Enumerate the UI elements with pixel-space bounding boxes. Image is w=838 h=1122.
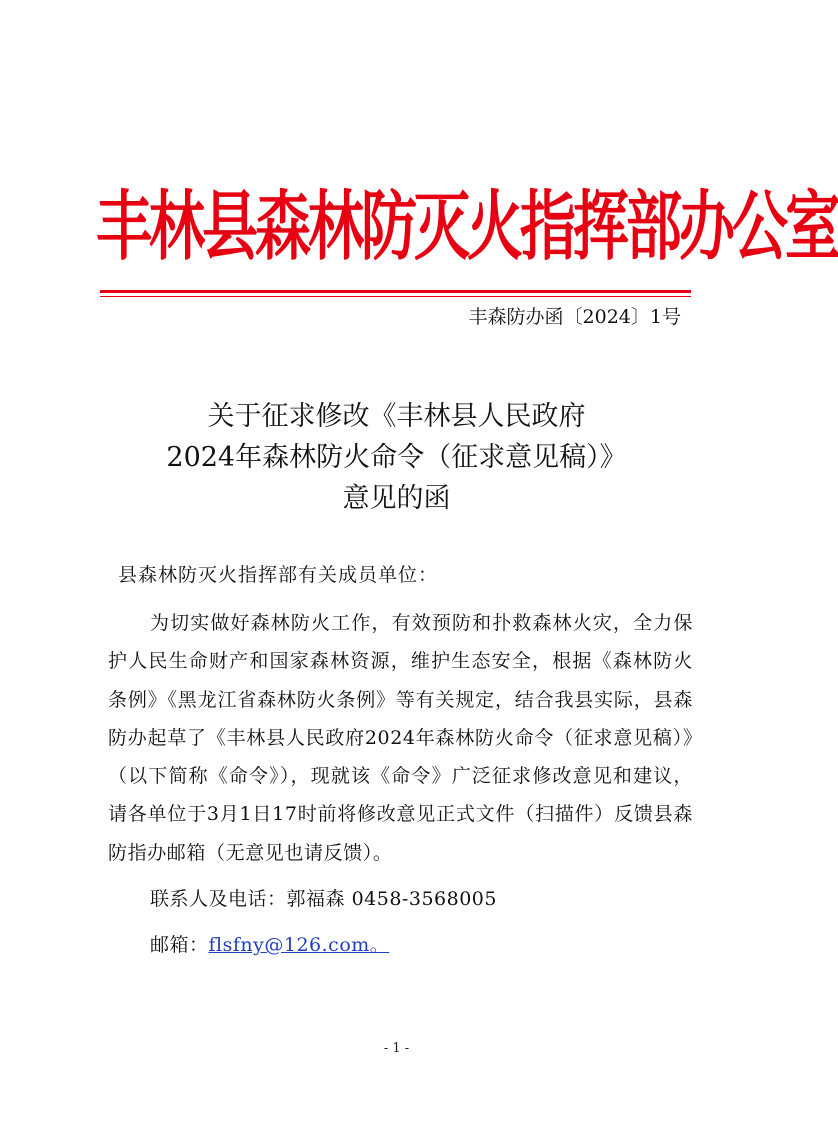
red-rule-thick bbox=[100, 290, 691, 293]
document-number: 丰森防办函〔2024〕1号 bbox=[468, 306, 681, 328]
contact-label: 联系人及电话： bbox=[150, 888, 287, 910]
masthead-title: 丰林县森林防灭火指挥部办公室 bbox=[96, 183, 838, 272]
contact-phone: 0458-3568005 bbox=[351, 888, 497, 910]
contact-person: 郭福森 bbox=[286, 888, 346, 910]
page-number: - 1 - bbox=[383, 1041, 410, 1056]
salutation: 县森林防灭火指挥部有关成员单位： bbox=[118, 564, 439, 586]
email-link[interactable]: flsfny@126.com。 bbox=[208, 934, 390, 956]
email-label: 邮箱： bbox=[150, 934, 209, 956]
email-line bbox=[150, 930, 389, 960]
title-line-3: 意见的函 bbox=[342, 483, 451, 514]
title-line-2: 2024年森林防火命令（征求意见稿）》 bbox=[166, 442, 627, 473]
document-title bbox=[100, 396, 693, 519]
title-line-1: 关于征求修改《丰林县人民政府 bbox=[207, 401, 586, 432]
red-rule-thin bbox=[100, 296, 691, 297]
contact-line bbox=[150, 884, 497, 914]
body-paragraph: 为切实做好森林防火工作，有效预防和扑救森林火灾，全力保护人民生命财产和国家森林资源，维护生态安全，根据《森林防火条例》《黑龙江省森林防火条例》等有关规定，结合我县实际，县森防办起草了《丰林县人民政府2024年森林防火命令（征求意见稿）》（以下简称《命令》），现就该《命令》广泛征求修改意见和建议，请各单位于3月1日17时前将修改意见正式文件（扫描件）反馈县森防指办邮箱（无意见也请反馈）。 bbox=[108, 612, 693, 864]
